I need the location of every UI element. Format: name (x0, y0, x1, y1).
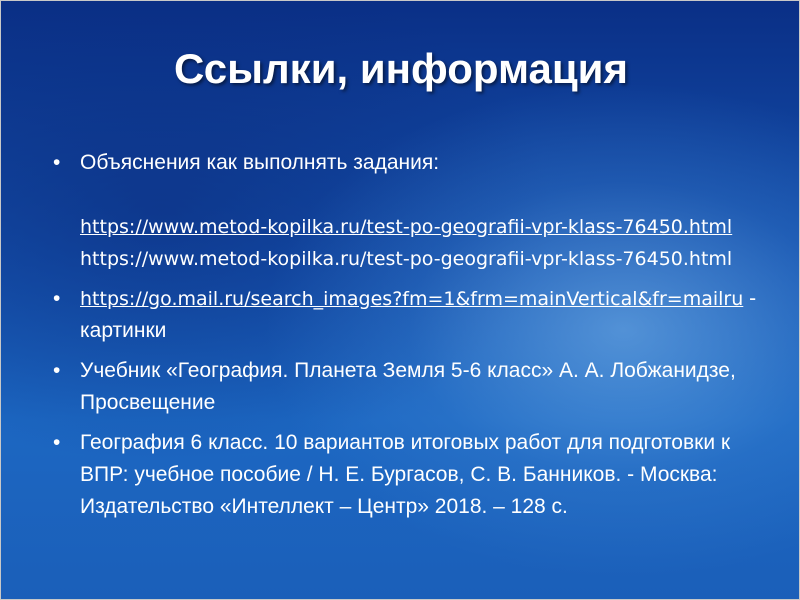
bullet-item-textbook (51, 355, 761, 419)
workbook-text: География 6 класс. 10 вариантов итоговых работ для подготовки к ВПР: учебное пособие / Н. Е. Бургасов, С. В. Банников. - Москва: Издательство «Интеллект – Центр» 2018. – 128 с. (80, 431, 731, 518)
plain-url-text: https://www.metod-kopilka.ru/test-po-geografii-vpr-klass-76450.html (80, 248, 733, 270)
bullet-item-images (51, 283, 761, 347)
bullet-icon: • (53, 359, 61, 382)
mail-images-link[interactable]: https://go.mail.ru/search_images?fm=1&frm=mainVertical&fr=mailru (80, 288, 744, 310)
images-suffix: - картинки (80, 287, 757, 342)
bullet-text: Объяснения как выполнять задания: (80, 151, 440, 174)
spacer (80, 179, 761, 211)
bullet-icon: • (53, 431, 61, 454)
bullet-item-workbook (51, 427, 761, 523)
slide-title: Ссылки, информация (173, 45, 629, 92)
slide-content (51, 147, 761, 531)
textbook-text: Учебник «География. Планета Земля 5-6 класс» А. А. Лобжанидзе, Просвещение (80, 359, 736, 414)
link-block (80, 211, 761, 243)
bullet-list (51, 147, 761, 523)
bullet-item-explanations (51, 147, 761, 275)
bullet-icon: • (53, 151, 61, 174)
metod-kopilka-link[interactable]: https://www.metod-kopilka.ru/test-po-geografii-vpr-klass-76450.html (80, 216, 733, 238)
bullet-icon: • (53, 287, 61, 310)
